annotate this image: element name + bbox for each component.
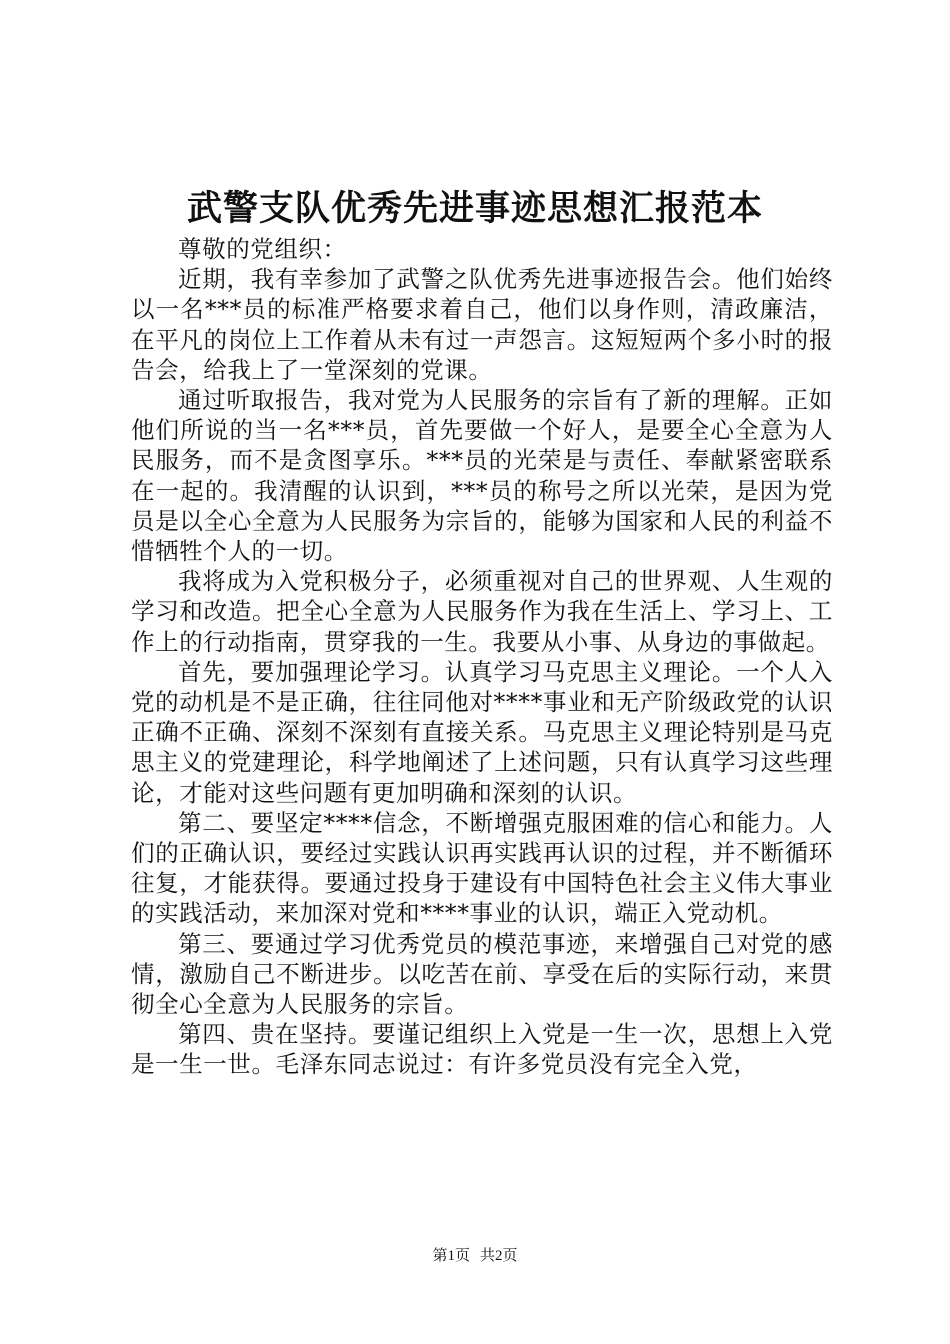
- page-total: 共2页: [480, 1248, 518, 1264]
- paragraph-fourth: 第四、贵在坚持。要谨记组织上入党是一生一次，思想上入党是一生一世。毛泽东同志说过：有许多党员没有完全入党，: [131, 1020, 833, 1079]
- paragraph-commitment: 我将成为入党积极分子，必须重视对自己的世界观、人生观的学习和改造。把全心全意为人民服务作为我在生活上、学习上、工作上的行动指南，贯穿我的一生。我要从小事、从身边的事做起。: [131, 567, 833, 656]
- salutation: 尊敬的党组织：: [178, 235, 347, 263]
- paragraph-understanding: 通过听取报告，我对党为人民服务的宗旨有了新的理解。正如他们所说的当一名***员，首先要做一个好人，是要全心全意为人民服务，而不是贪图享乐。***员的光荣是与责任、奉献紧密联系在一起的。我清醒的认识到，***员的称号之所以光荣，是因为党员是以全心全意为人民服务为宗旨的，能够为国家和人民的利益不惜牺牲个人的一切。: [131, 386, 833, 566]
- paragraph-intro: 近期，我有幸参加了武警之队优秀先进事迹报告会。他们始终以一名***员的标准严格要求着自己，他们以身作则，清政廉洁，在平凡的岗位上工作着从未有过一声怨言。这短短两个多小时的报告会，给我上了一堂深刻的党课。: [131, 265, 833, 384]
- paragraph-third: 第三、要通过学习优秀党员的模范事迹，来增强自己对党的感情，激励自己不断进步。以吃苦在前、享受在后的实际行动，来贯彻全心全意为人民服务的宗旨。: [131, 929, 833, 1019]
- document-body: [131, 234, 833, 1080]
- page-footer: [0, 1245, 950, 1267]
- paragraph-first: 首先，要加强理论学习。认真学习马克思主义理论。一个人入党的动机是不是正确，往往同他对****事业和无产阶级政党的认识正确不正确、深刻不深刻有直接关系。马克思主义理论特别是马克思主义的党建理论，科学地阐述了上述问题，只有认真学习这些理论，才能对这些问题有更加明确和深刻的认识。: [131, 657, 833, 807]
- document-title: 武警支队优秀先进事迹思想汇报范本: [186, 188, 763, 229]
- page-number: 第1页: [432, 1248, 470, 1264]
- paragraph-second: 第二、要坚定****信念，不断增强克服困难的信心和能力。人们的正确认识，要经过实践认识再实践再认识的过程，并不断循环往复，才能获得。要通过投身于建设有中国特色社会主义伟大事业的实践活动，来加深对党和****事业的认识，端正入党动机。: [131, 808, 833, 928]
